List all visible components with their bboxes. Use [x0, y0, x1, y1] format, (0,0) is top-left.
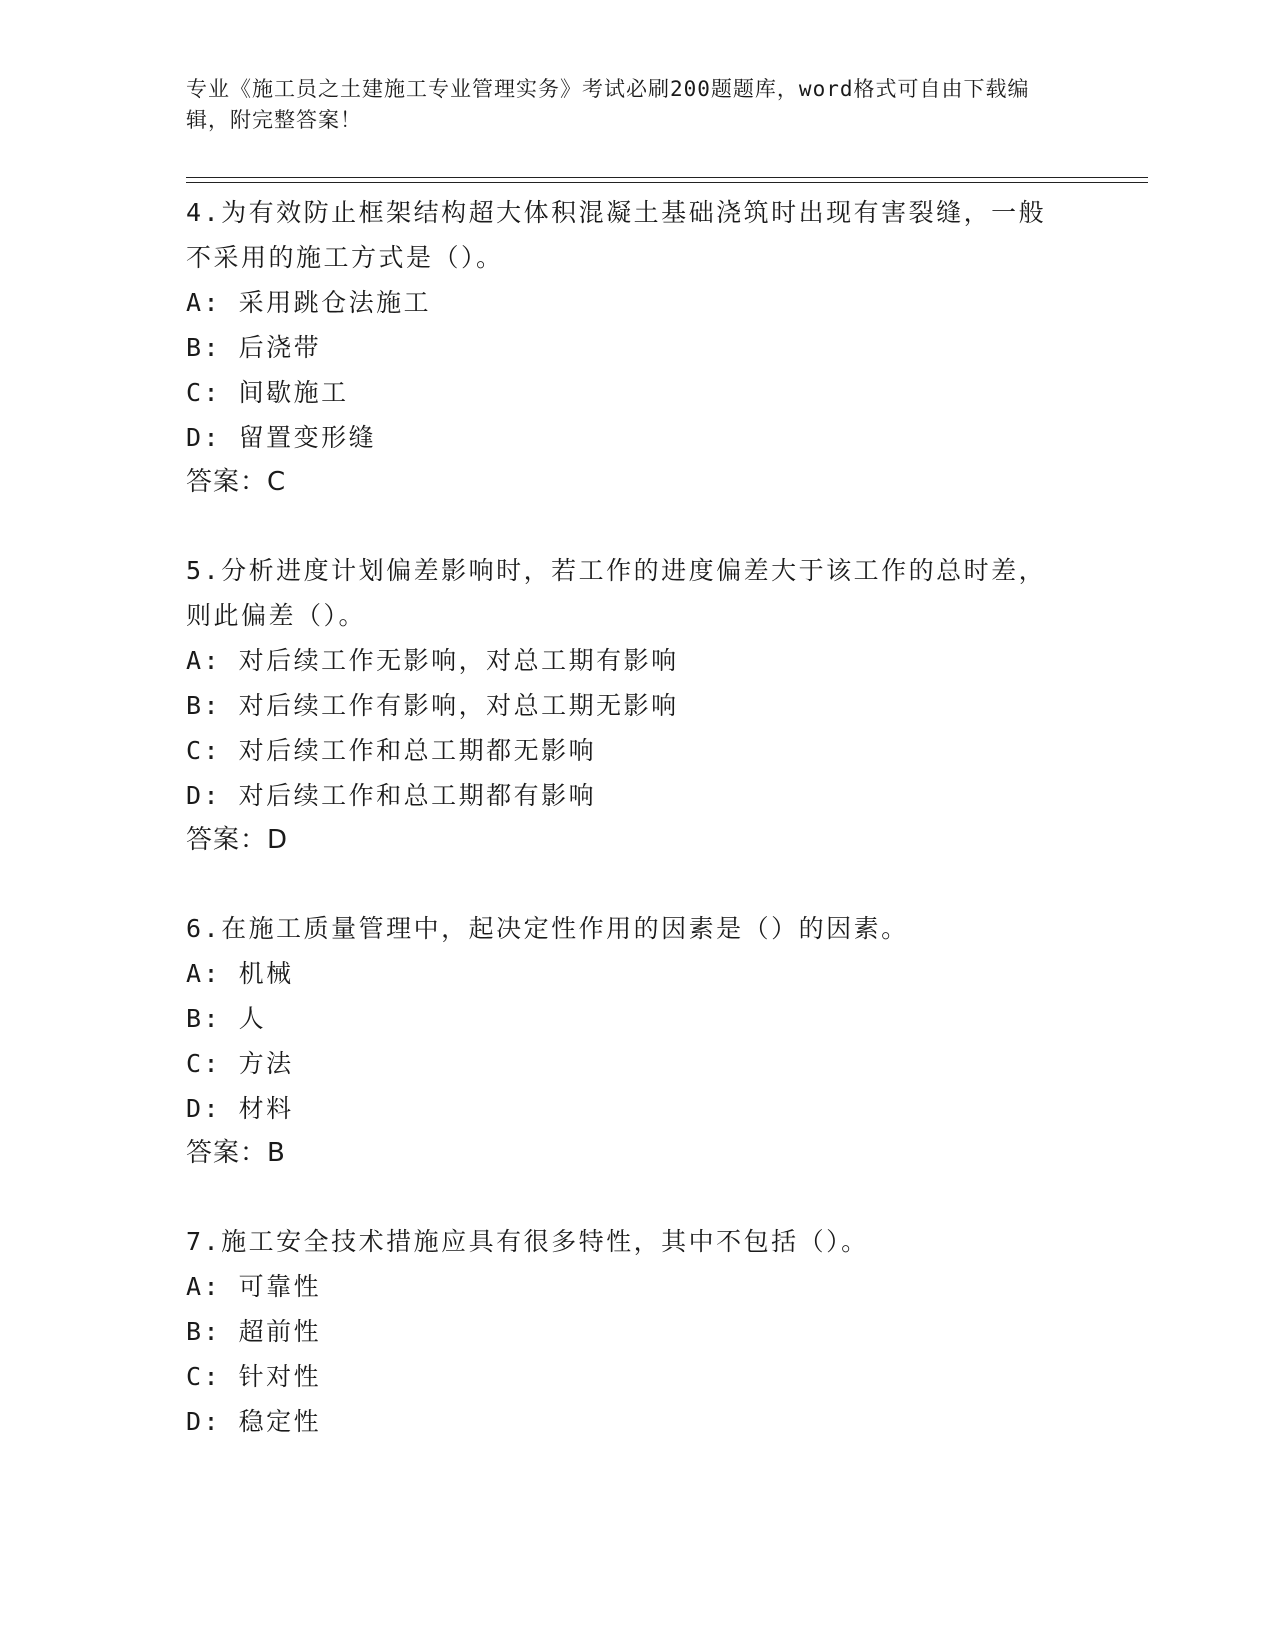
option-d: D: 稳定性: [186, 1407, 322, 1436]
header-rule-bottom: [186, 182, 1148, 183]
header-rule-top: [186, 177, 1148, 178]
option-a: A: 机械: [186, 959, 294, 988]
option-d: D: 对后续工作和总工期都有影响: [186, 781, 597, 810]
question-5: [186, 548, 1066, 862]
document-header: 专业《施工员之土建施工专业管理实务》考试必刷200题题库，word格式可自由下载编辑，附完整答案！: [186, 77, 1030, 132]
question-4: [186, 190, 1066, 504]
option-a: A: 采用跳仓法施工: [186, 288, 432, 317]
option-b: B: 人: [186, 1004, 267, 1033]
question-stem: 5.分析进度计划偏差影响时，若工作的进度偏差大于该工作的总时差，则此偏差（）。: [186, 556, 1047, 630]
answer: 答案：C: [186, 467, 287, 497]
option-b: B: 后浇带: [186, 333, 322, 362]
question-list: [186, 190, 1066, 1488]
question-stem: 4.为有效防止框架结构超大体积混凝土基础浇筑时出现有害裂缝，一般不采用的施工方式是（）。: [186, 198, 1047, 272]
answer: 答案：D: [186, 825, 289, 855]
option-d: D: 材料: [186, 1094, 294, 1123]
question-stem: 7.施工安全技术措施应具有很多特性，其中不包括（）。: [186, 1227, 869, 1256]
option-b: B: 对后续工作有影响，对总工期无影响: [186, 691, 679, 720]
option-d: D: 留置变形缝: [186, 423, 377, 452]
question-7: [186, 1219, 1066, 1444]
option-a: A: 可靠性: [186, 1272, 322, 1301]
option-c: C: 间歇施工: [186, 378, 349, 407]
option-b: B: 超前性: [186, 1317, 322, 1346]
option-a: A: 对后续工作无影响，对总工期有影响: [186, 646, 679, 675]
question-stem: 6.在施工质量管理中，起决定性作用的因素是（）的因素。: [186, 914, 909, 943]
option-c: C: 对后续工作和总工期都无影响: [186, 736, 597, 765]
option-c: C: 方法: [186, 1049, 294, 1078]
option-c: C: 针对性: [186, 1362, 322, 1391]
answer: 答案：B: [186, 1138, 286, 1168]
question-6: [186, 906, 1066, 1175]
